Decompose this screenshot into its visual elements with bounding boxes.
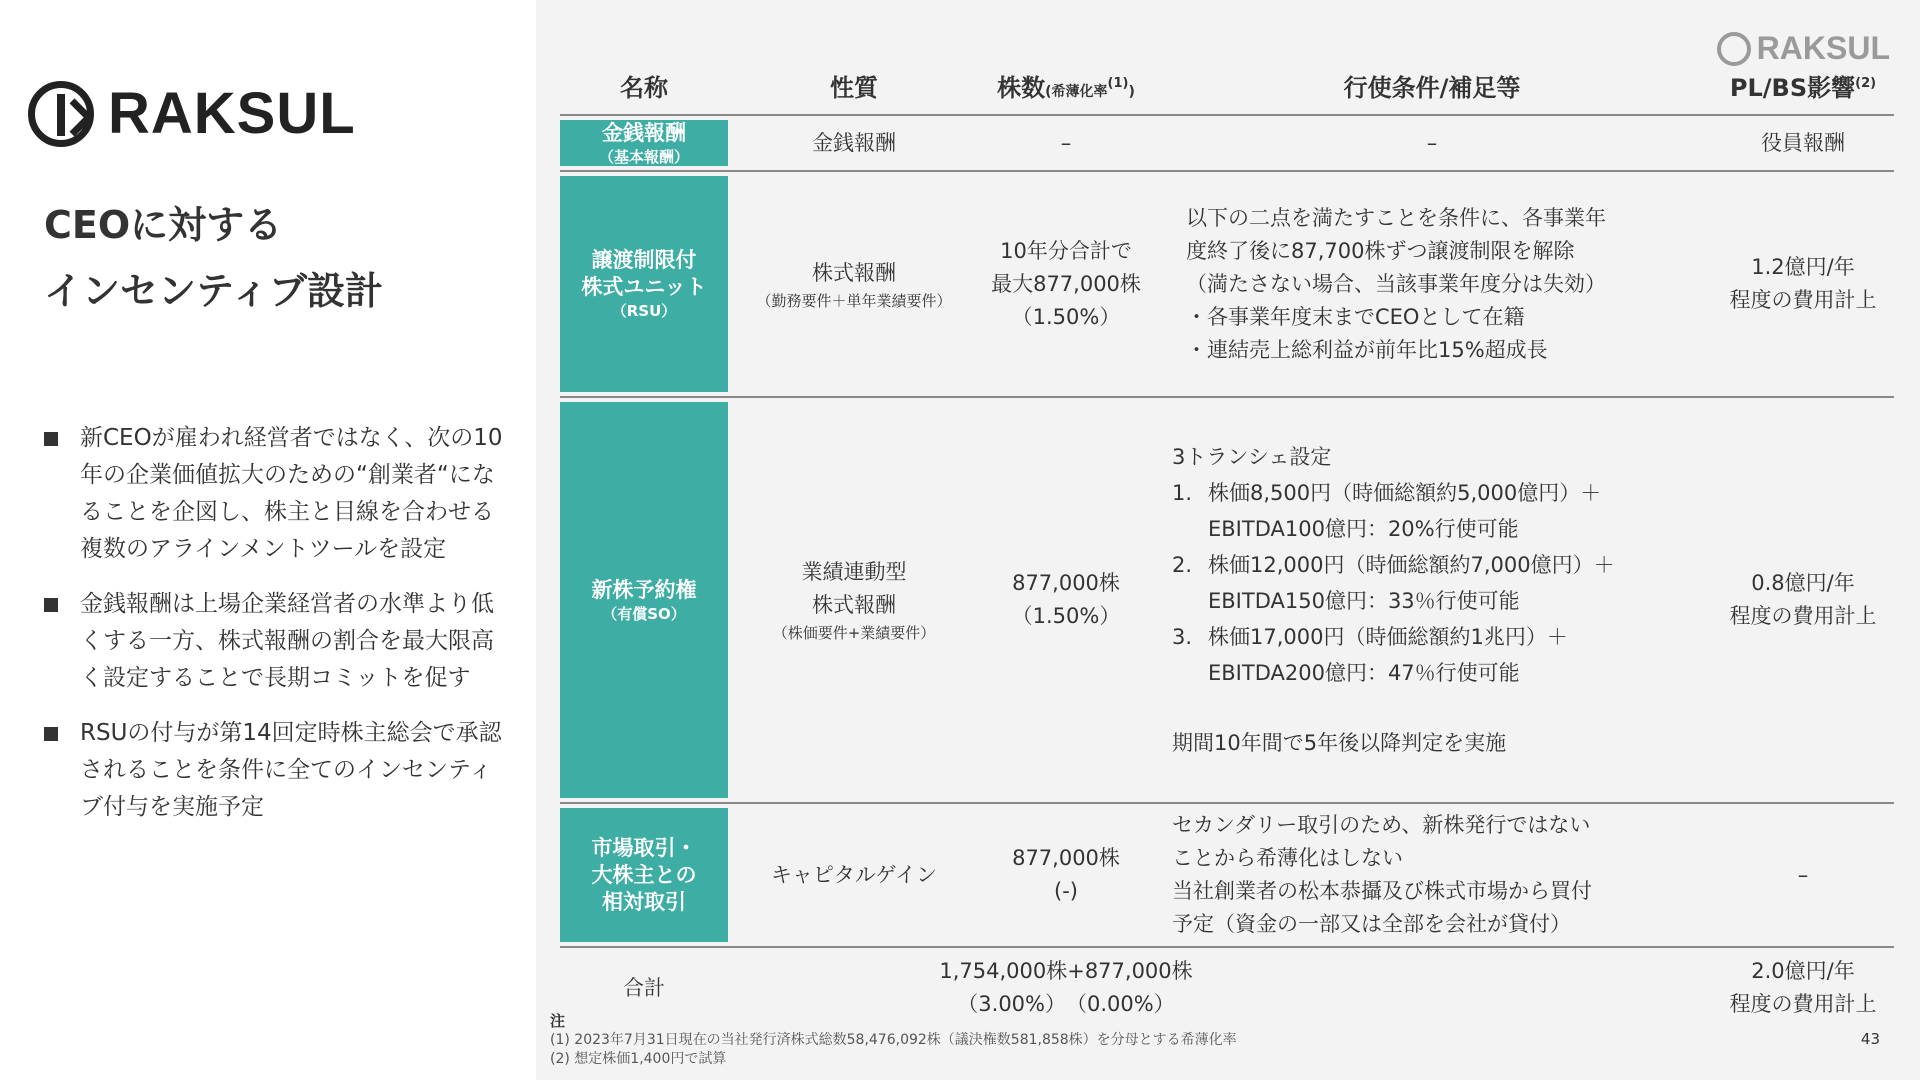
footnote-1: (1) 2023年7月31日現在の当社発行済株式総数58,476,092株（議決権数581,858株）を分母とする希薄化率: [550, 1032, 1237, 1048]
header-shares: 株数(希薄化率$^{(1)}$): [997, 73, 1135, 102]
cell-condition: 以下の二点を満たすことを条件に、各事業年 度終了後に87,700株ずつ譲渡制限を解除 （満たさない場合、当該事業年度分は失効） ・各事業年度末までCEOとして在籍 ・連結売上総利益が前年比15%超成長: [1186, 205, 1606, 362]
tranche-item: 1. 株価8,500円（時価総額約5,000億円）＋ EBITDA100億円：20%行使可能: [1172, 481, 1602, 541]
raksul-logo: [28, 80, 356, 147]
right-panel: [536, 0, 1920, 1080]
footnote-2: (2) 想定株価1,400円で試算: [550, 1051, 727, 1067]
cell-condition: 3トランシェ設定 1. 株価8,500円（時価総額約5,000億円）＋ EBITDA100億円：20%行使可能 2. 株価12,000円（時価総額約7,000億円）＋ EBITDA150億円：33％行使可能 3. 株価17,000円（時価総額約1兆円）＋ EBITDA200億円：47％行使可能 期間10年間で5年後以降判定を実施: [1172, 445, 1615, 755]
cell-nature: 株式報酬 （勤務要件＋単年業績要件）: [756, 260, 952, 310]
tranche-item: 3. 株価17,000円（時価総額約1兆円）＋ EBITDA200億円：47％行使可能: [1172, 625, 1568, 685]
header-plbs: PL/BS影響$^{(2)}$: [1729, 73, 1877, 102]
header-nature: 性質: [830, 73, 878, 102]
cell-impact: 0.8億円/年 程度の費用計上: [1729, 571, 1877, 628]
bullet-item: 新CEOが雇われ経営者ではなく、次の10年の企業価値拡大のための“創業者“になることを企図し、株主と目線を合わせる複数のアラインメントツールを設定: [44, 420, 504, 568]
left-panel: [0, 0, 536, 1080]
incentive-table: [560, 56, 1894, 1028]
page-number: 43: [1860, 1030, 1880, 1048]
cell-nature: 金銭報酬: [812, 130, 896, 155]
bullet-list: [44, 420, 504, 844]
raksul-logo-icon: [28, 81, 94, 147]
header-name: 名称: [620, 73, 668, 102]
tranche-item: 2. 株価12,000円（時価総額約7,000億円）＋ EBITDA150億円：33％行使可能: [1172, 553, 1615, 613]
bullet-square-icon: [44, 432, 58, 446]
footnotes: [550, 1012, 1237, 1069]
table-row: [560, 116, 1894, 172]
cell-shares: 877,000株 （1.50%）: [1011, 571, 1121, 628]
header-condition: 行使条件/補足等: [1343, 73, 1521, 102]
logo-text: RAKSUL: [108, 81, 356, 146]
cell-condition: –: [1426, 130, 1438, 155]
title-line-2: インセンティブ設計: [44, 269, 383, 313]
bullet-item: RSUの付与が第14回定時株主総会で承認されることを条件に全てのインセンティブ付与を実施予定: [44, 715, 504, 826]
row-label-cash: 金銭報酬 （基本報酬）: [560, 120, 728, 166]
table-row: [560, 398, 1894, 804]
bullet-square-icon: [44, 598, 58, 612]
row-label-market: 市場取引・ 大株主との 相対取引: [560, 808, 728, 942]
row-label-so: 新株予約権 （有償SO）: [560, 402, 728, 798]
total-label: 合計: [623, 975, 665, 1000]
table-row: [560, 804, 1894, 948]
title-line-1: CEOに対する: [44, 203, 283, 247]
total-shares: 1,754,000株+877,000株 （3.00%） （0.00%）: [939, 959, 1193, 1016]
cell-impact: –: [1797, 862, 1809, 887]
cell-condition: セカンダリー取引のため、新株発行ではない ことから希薄化はしない 当社創業者の松本恭攝及び株式市場から買付 予定（資金の一部又は全部を会社が貸付）: [1172, 813, 1592, 936]
bullet-item: 金銭報酬は上場企業経営者の水準より低くする一方、株式報酬の割合を最大限高く設定することで長期コミットを促す: [44, 586, 504, 697]
footnote-title: 注: [550, 1012, 566, 1030]
cell-shares: 10年分合計で 最大877,000株 （1.50%）: [991, 238, 1141, 329]
table-header: [560, 56, 1894, 116]
cell-impact: 1.2億円/年 程度の費用計上: [1729, 255, 1877, 312]
cell-nature: キャピタルゲイン: [770, 862, 938, 887]
logo-text: RAKSUL: [1756, 30, 1890, 66]
bullet-square-icon: [44, 727, 58, 741]
row-label-rsu: 譲渡制限付 株式ユニット （RSU）: [560, 176, 728, 392]
table-row: [560, 172, 1894, 398]
cell-shares: –: [1060, 130, 1072, 155]
page-title: [44, 192, 383, 324]
total-impact: 2.0億円/年 程度の費用計上: [1729, 959, 1877, 1016]
cell-impact: 役員報酬: [1761, 130, 1845, 155]
cell-shares: 877,000株 (-): [1012, 846, 1120, 903]
cell-nature: 業績連動型 株式報酬 （株価要件+業績要件）: [772, 560, 936, 642]
